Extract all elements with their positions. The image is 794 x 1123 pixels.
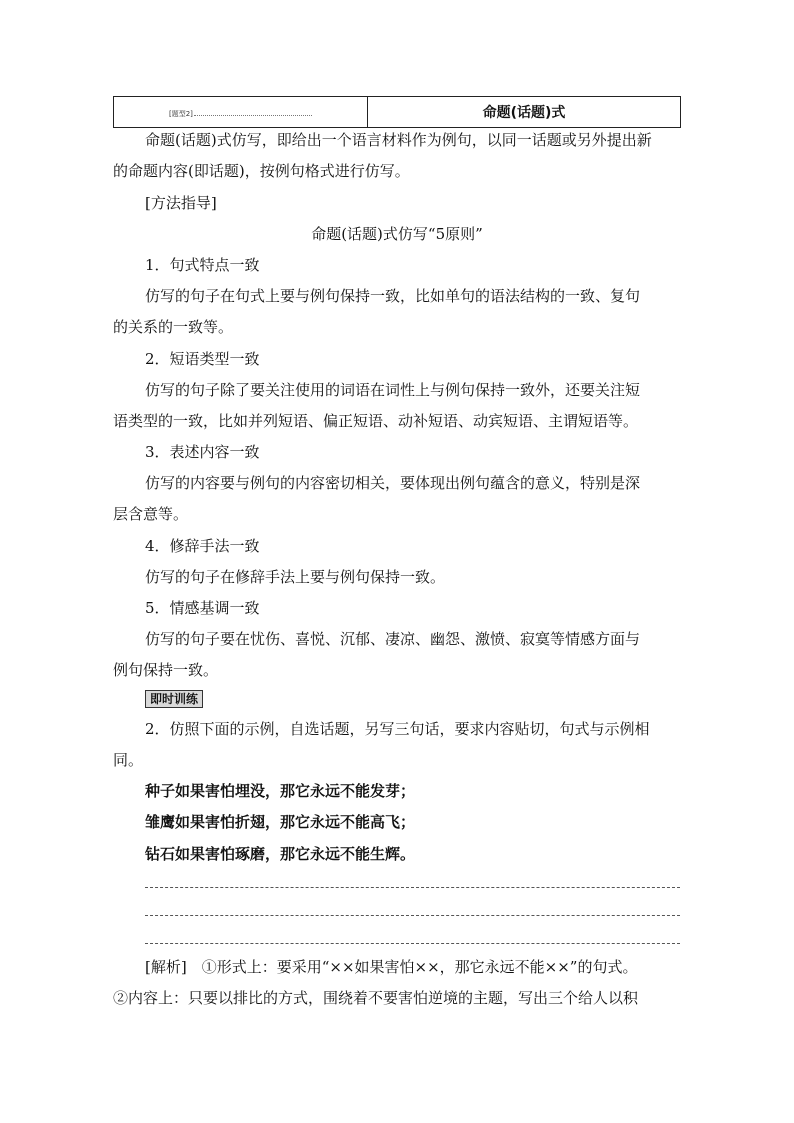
- answer-line-3[interactable]: [145, 943, 680, 944]
- principle-2-title: 2．短语类型一致: [145, 350, 260, 368]
- principle-3-line-1: 仿写的内容要与例句的内容密切相关，要体现出例句蕴含的意义，特别是深: [145, 474, 641, 492]
- principle-2-line-1: 仿写的句子除了要关注使用的词语在词性上与例句保持一致外，还要关注短: [145, 381, 641, 399]
- principles-title: 命题(话题)式仿写“5原则”: [311, 225, 483, 243]
- intro-line-1: 命题(话题)式仿写，即给出一个语言材料作为例句，以同一话题或另外提出新: [145, 131, 652, 149]
- question-line-1: 2．仿照下面的示例，自选话题，另写三句话，要求内容贴切，句式与示例相: [145, 720, 650, 738]
- question-line-2: 同。: [113, 751, 144, 769]
- example-2: 雏鹰如果害怕折翅，那它永远不能高飞；: [145, 813, 416, 831]
- intro-line-2: 的命题内容(即话题)，按例句格式进行仿写。: [113, 162, 410, 180]
- dotted-rule: [194, 115, 312, 116]
- example-3: 钻石如果害怕琢磨，那它永远不能生辉。: [145, 845, 416, 863]
- header-left-cell: [114, 97, 368, 127]
- practice-badge: 即时训练: [145, 690, 203, 708]
- principle-1-title: 1．句式特点一致: [145, 256, 260, 274]
- section-header: [113, 96, 681, 128]
- principle-5-line-1: 仿写的句子要在忧伤、喜悦、沉郁、凄凉、幽怨、激愤、寂寞等情感方面与: [145, 630, 641, 648]
- answer-line-1[interactable]: [145, 887, 680, 888]
- principle-3-title: 3．表述内容一致: [145, 443, 260, 461]
- principle-3-line-2: 层含意等。: [113, 505, 189, 523]
- section-tag: [题型2]: [169, 110, 193, 118]
- answer-line-2[interactable]: [145, 915, 680, 916]
- section-title: 命题(话题)式: [482, 105, 566, 121]
- principle-2-line-2: 语类型的一致，比如并列短语、偏正短语、动补短语、动宾短语、主谓短语等。: [113, 412, 639, 430]
- analysis-line-2: ②内容上：只要以排比的方式，围绕着不要害怕逆境的主题，写出三个给人以积: [113, 989, 639, 1007]
- principle-5-line-2: 例句保持一致。: [113, 661, 219, 679]
- analysis-line-1: [解析] ①形式上：要采用“××如果害怕××，那它永远不能××”的句式。: [145, 958, 638, 976]
- method-heading: [方法指导]: [145, 194, 217, 212]
- example-1: 种子如果害怕埋没，那它永远不能发芽；: [145, 782, 416, 800]
- principle-5-title: 5．情感基调一致: [145, 599, 260, 617]
- principle-4-line-1: 仿写的句子在修辞手法上要与例句保持一致。: [145, 568, 446, 586]
- principle-4-title: 4．修辞手法一致: [145, 537, 260, 555]
- principle-1-line-1: 仿写的句子在句式上要与例句保持一致，比如单句的语法结构的一致、复句: [145, 287, 641, 305]
- principle-1-line-2: 的关系的一致等。: [113, 318, 234, 336]
